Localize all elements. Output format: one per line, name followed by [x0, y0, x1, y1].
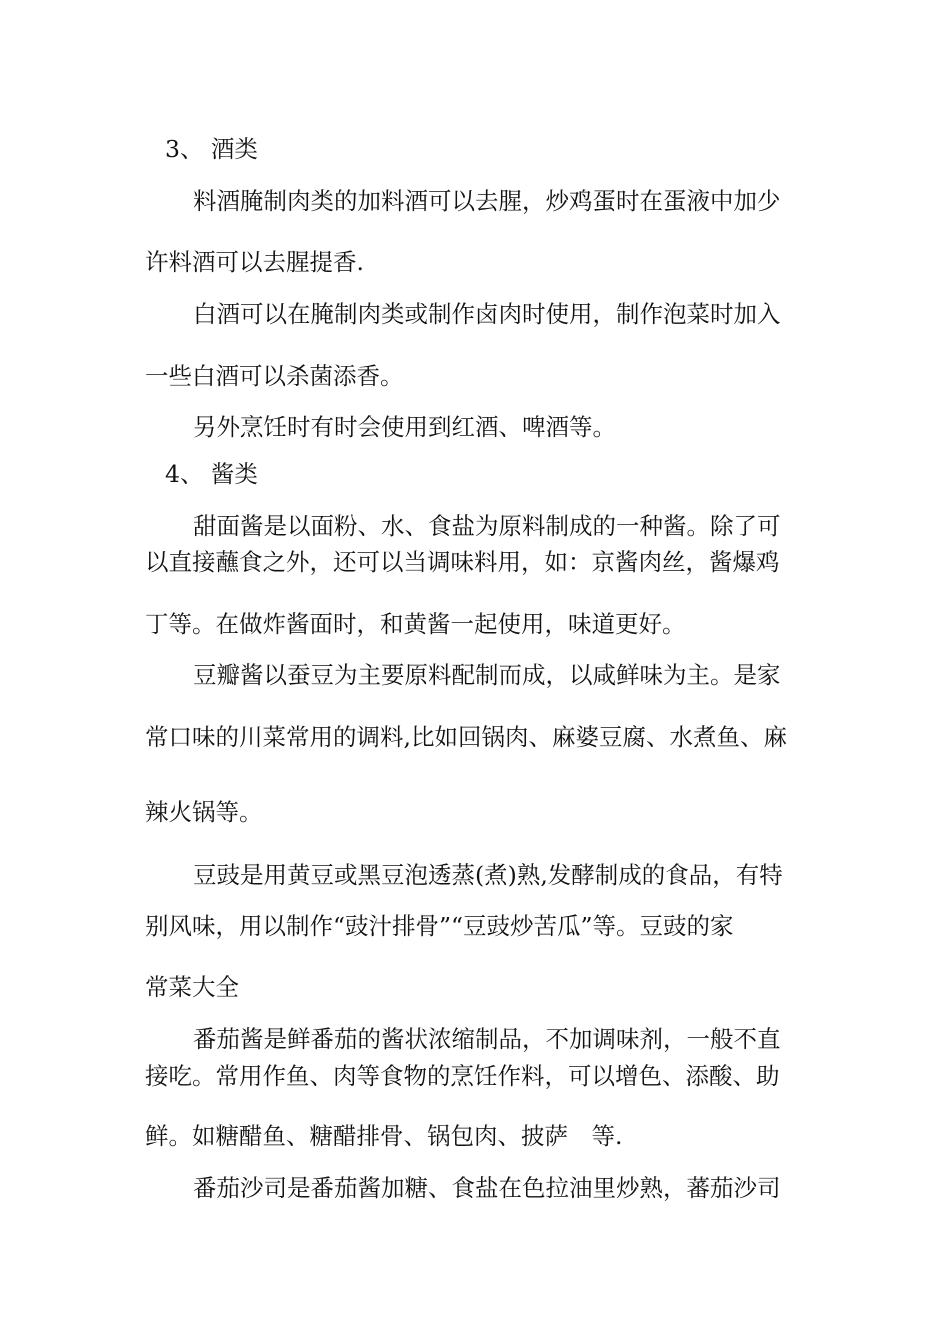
paragraph-line: 常菜大全: [145, 973, 239, 1001]
paragraph-line: 白酒可以在腌制肉类或制作卤肉时使用，制作泡菜时加入: [193, 300, 781, 328]
paragraph-line: 料酒腌制肉类的加料酒可以去腥，炒鸡蛋时在蛋液中加少: [193, 187, 781, 215]
paragraph-line: 一些白酒可以杀菌添香。: [145, 362, 404, 390]
paragraph-line: 接吃。常用作鱼、肉等食物的烹饪作料，可以增色、添酸、助: [145, 1062, 780, 1090]
paragraph-line: 鲜。如糖醋鱼、糖醋排骨、锅包肉、披萨 等.: [145, 1122, 623, 1150]
paragraph-line: 以直接蘸食之外，还可以当调味料用，如：京酱肉丝，酱爆鸡: [145, 548, 780, 576]
paragraph-line: 辣火锅等。: [145, 798, 263, 826]
paragraph-line: 番茄酱是鲜番茄的酱状浓缩制品，不加调味剂，一般不直: [193, 1025, 781, 1053]
paragraph-line: 许料酒可以去腥提香.: [145, 248, 364, 276]
paragraph-line: 另外烹饪时有时会使用到红酒、啤酒等。: [193, 413, 616, 441]
paragraph-line: 豆瓣酱以蚕豆为主要原料配制而成，以咸鲜味为主。是家: [193, 661, 781, 689]
paragraph-line: 甜面酱是以面粉、水、食盐为原料制成的一种酱。除了可: [193, 512, 781, 540]
section-heading-wine: 3、 酒类: [165, 135, 258, 163]
paragraph-line: 番茄沙司是番茄酱加糖、食盐在色拉油里炒熟，蕃茄沙司: [193, 1174, 781, 1202]
paragraph-line: 常口味的川菜常用的调料,比如回锅肉、麻婆豆腐、水煮鱼、麻: [145, 723, 787, 751]
paragraph-line: 丁等。在做炸酱面时，和黄酱一起使用，味道更好。: [145, 610, 686, 638]
paragraph-line: 豆豉是用黄豆或黑豆泡透蒸(煮)熟,发酵制成的食品，有特: [193, 861, 783, 889]
section-heading-sauce: 4、 酱类: [165, 460, 258, 488]
paragraph-line: 别风味，用以制作“豉汁排骨”“豆豉炒苦瓜”等。豆豉的家: [145, 912, 734, 940]
